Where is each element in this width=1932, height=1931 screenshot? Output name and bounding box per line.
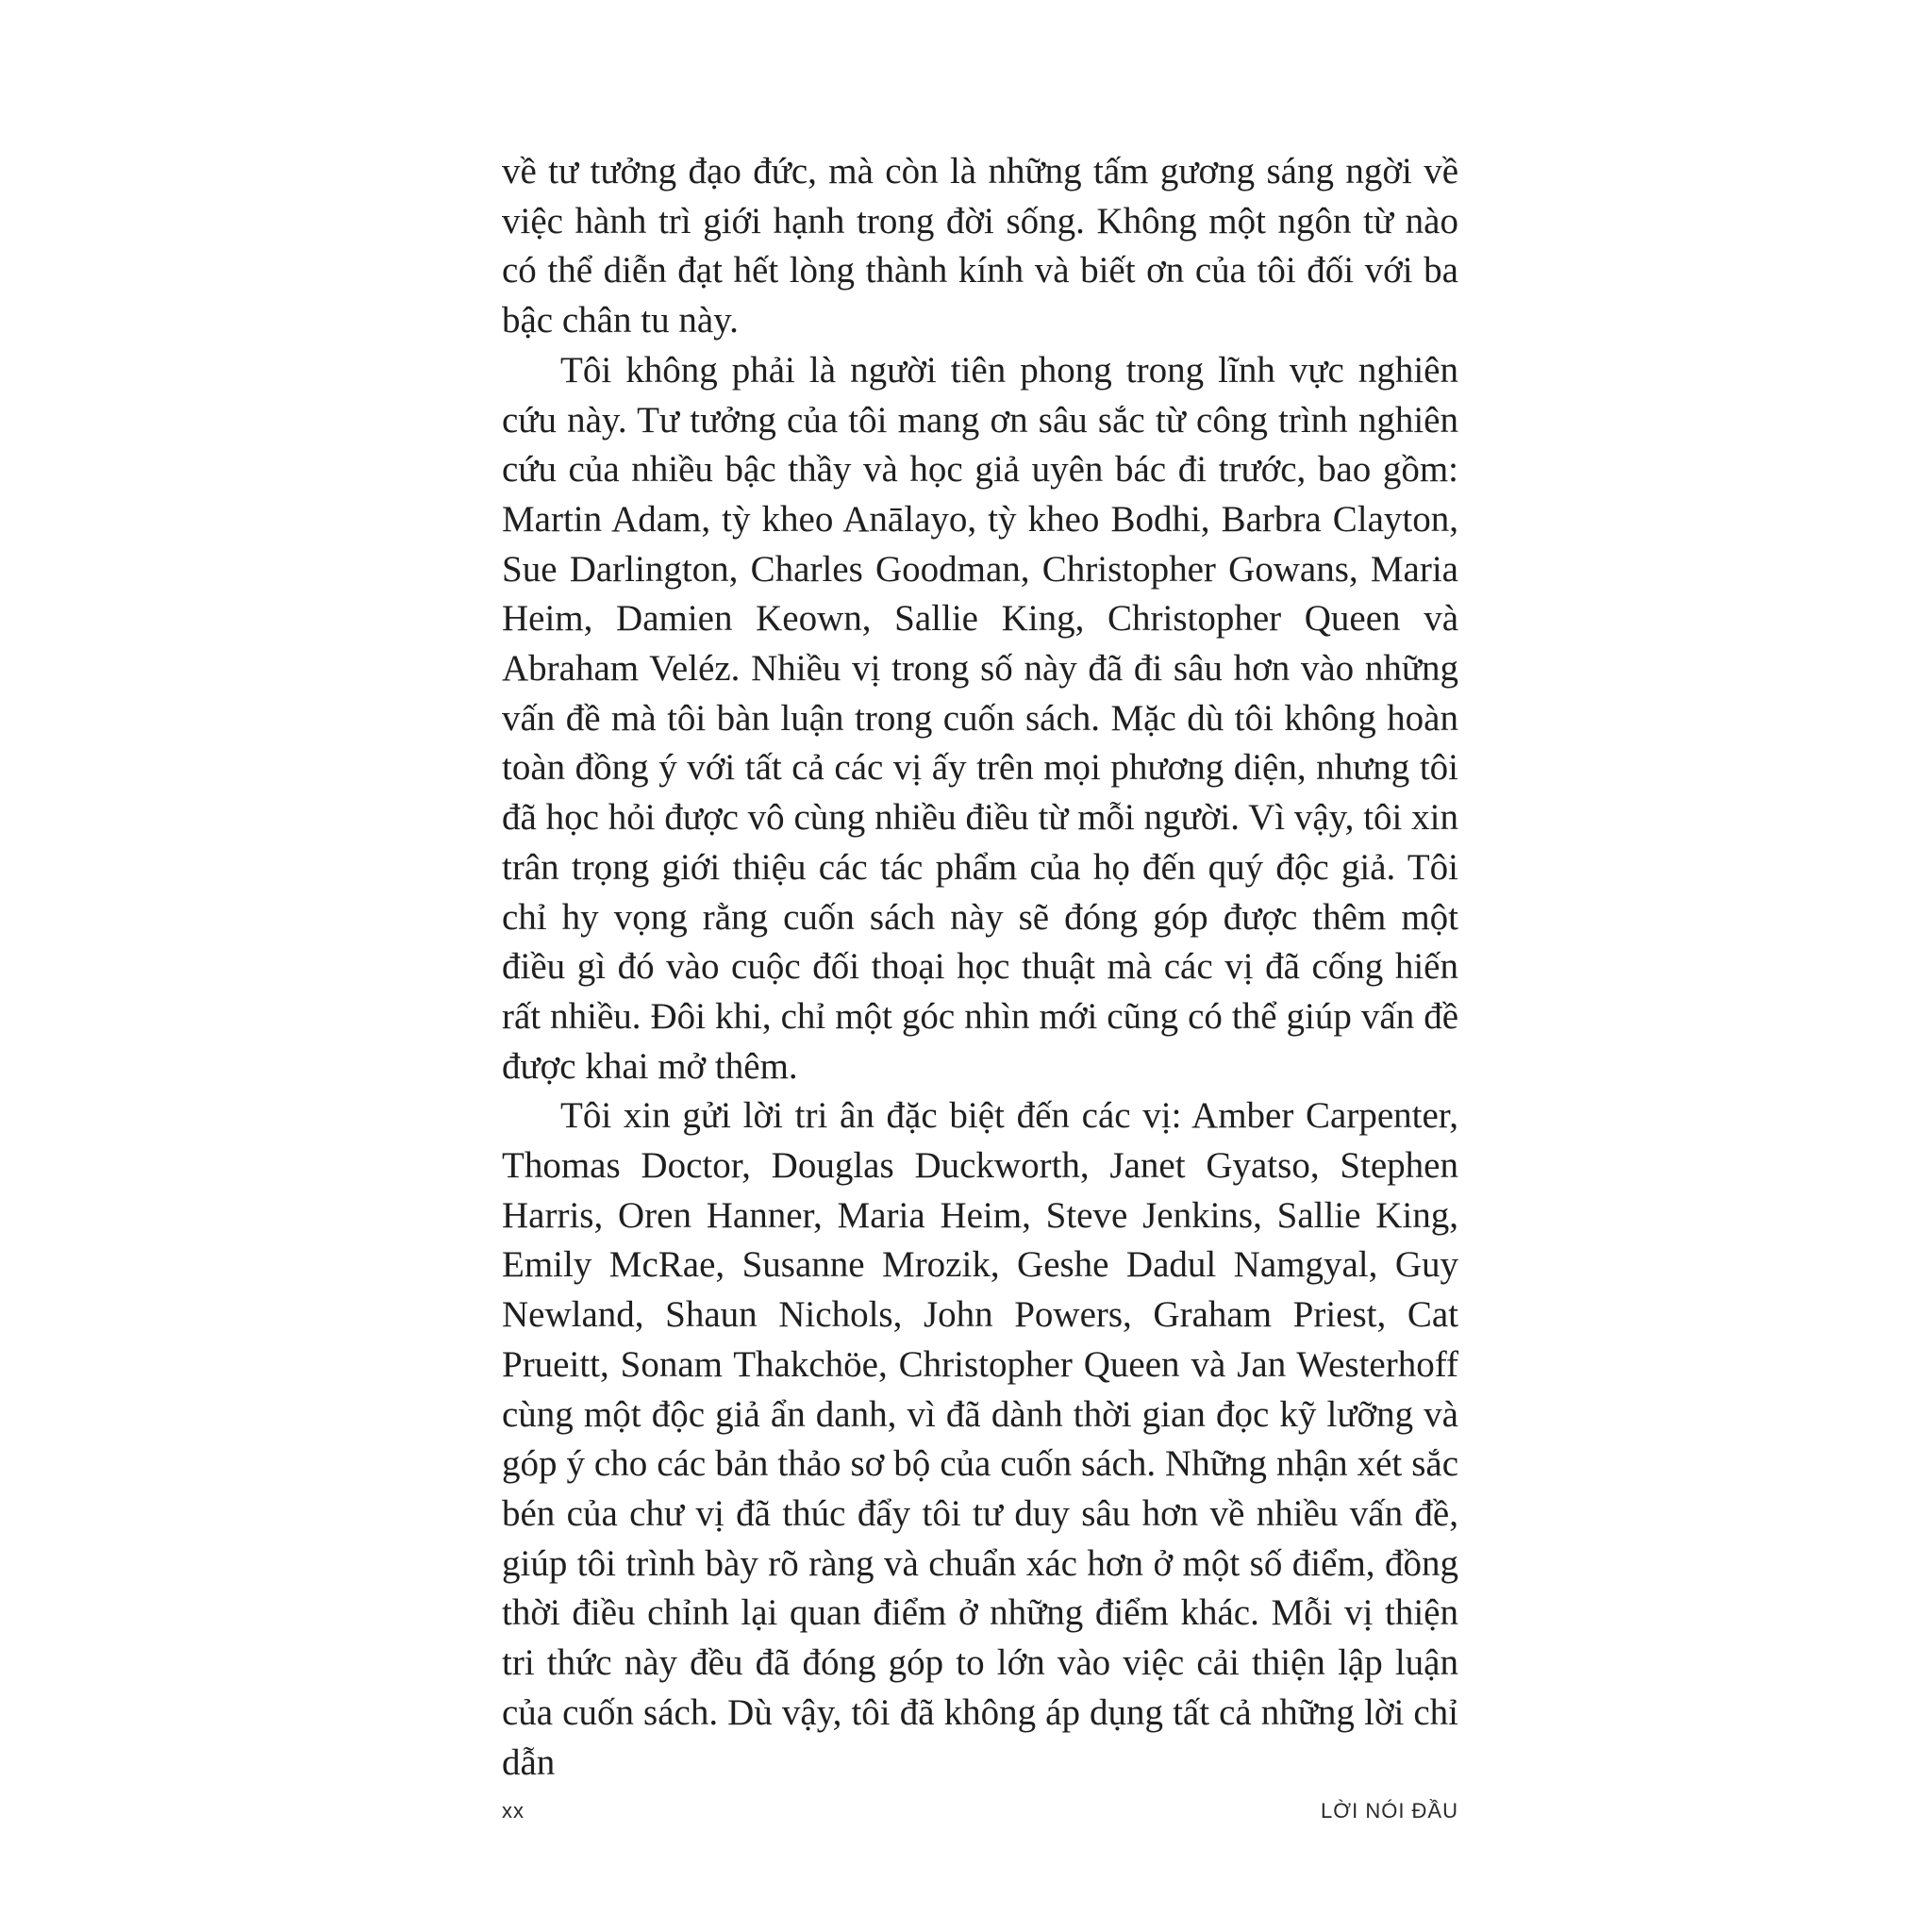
body-text <box>502 147 1458 1788</box>
paragraph-acknowledgements: Tôi xin gửi lời tri ân đặc biệt đến các vị: Amber Carpenter, Thomas Doctor, Douglas Duckworth, Janet Gyatso, Stephen Harris, Oren Hanner, Maria Heim, Steve Jenkins, Sallie King, Emily McRae, Susanne Mrozik, Geshe Dadul Namgyal, Guy Newland, Shaun Nichols, John Powers, Graham Priest, Cat Prueitt, Sonam Thakchöe, Christopher Queen và Jan Westerhoff cùng một độc giả ẩn danh, vì đã dành thời gian đọc kỹ lưỡng và góp ý cho các bản thảo sơ bộ của cuốn sách. Những nhận xét sắc bén của chư vị đã thúc đẩy tôi tư duy sâu hơn về nhiều vấn đề, giúp tôi trình bày rõ ràng và chuẩn xác hơn ở một số điểm, đồng thời điều chỉnh lại quan điểm ở những điểm khác. Mỗi vị thiện tri thức này đều đã đóng góp to lớn vào việc cải thiện lập luận của cuốn sách. Dù vậy, tôi đã không áp dụng tất cả những lời chỉ dẫn <box>502 1095 1458 1783</box>
page-number: xx <box>502 1799 525 1823</box>
running-title: LỜI NÓI ĐẦU <box>1321 1799 1458 1823</box>
paragraph-continuation: về tư tưởng đạo đức, mà còn là những tấm gương sáng ngời về việc hành trì giới hạnh trong đời sống. Không một ngôn từ nào có thể diễn đạt hết lòng thành kính và biết ơn của tôi đối với ba bậc chân tu này. <box>502 151 1458 341</box>
paragraph-predecessors: Tôi không phải là người tiên phong trong lĩnh vực nghiên cứu này. Tư tưởng của tôi mang ơn sâu sắc từ công trình nghiên cứu của nhiều bậc thầy và học giả uyên bác đi trước, bao gồm: Martin Adam, tỳ kheo Anālayo, tỳ kheo Bodhi, Barbra Clayton, Sue Darlington, Charles Goodman, Christopher Gowans, Maria Heim, Damien Keown, Sallie King, Christopher Queen và Abraham Veléz. Nhiều vị trong số này đã đi sâu hơn vào những vấn đề mà tôi bàn luận trong cuốn sách. Mặc dù tôi không hoàn toàn đồng ý với tất cả các vị ấy trên mọi phương diện, nhưng tôi đã học hỏi được vô cùng nhiều điều từ mỗi người. Vì vậy, tôi xin trân trọng giới thiệu các tác phẩm của họ đến quý độc giả. Tôi chỉ hy vọng rằng cuốn sách này sẽ đóng góp được thêm một điều gì đó vào cuộc đối thoại học thuật mà các vị đã cống hiến rất nhiều. Đôi khi, chỉ một góc nhìn mới cũng có thể giúp vấn đề được khai mở thêm. <box>502 349 1458 1087</box>
